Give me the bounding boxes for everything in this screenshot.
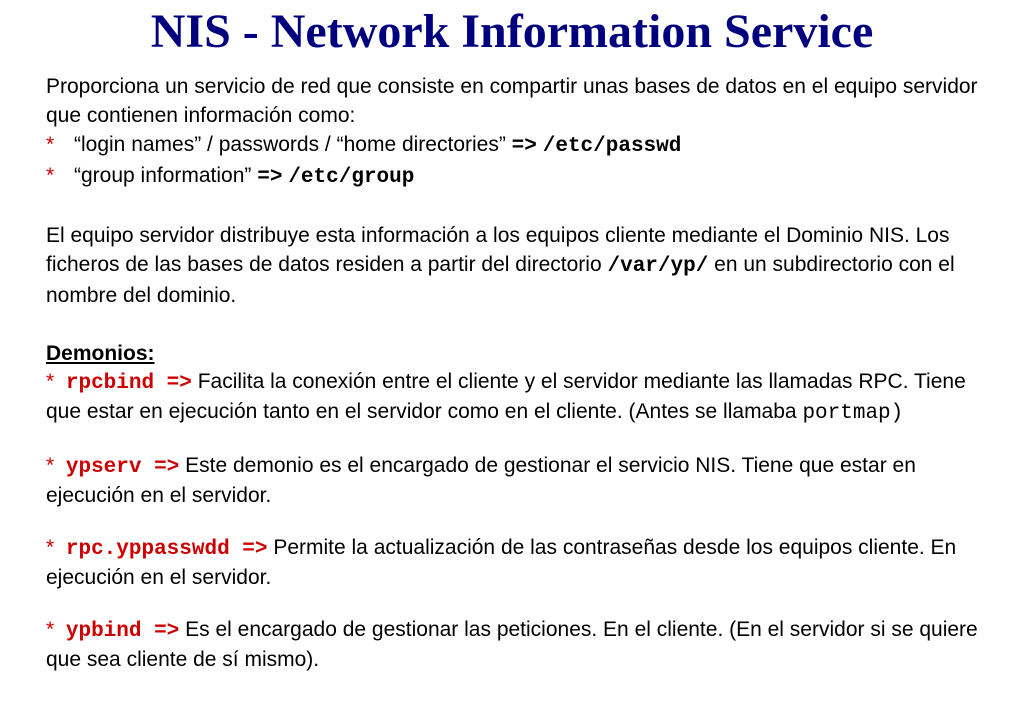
- domain-text-after: en un subdirectorio con el nombre del dominio.: [46, 253, 955, 307]
- daemon-name: rpcbind =>: [65, 372, 192, 395]
- intro-paragraph: Proporciona un servicio de red que consiste en compartir unas bases de datos en el equipo servidor que contienen información como:: [46, 75, 978, 127]
- daemon-description: Permite la actualización de las contraseñas desde los equipos cliente. En ejecución en el servidor.: [46, 536, 957, 589]
- daemon-description: Es el encargado de gestionar las peticiones. En el cliente. (En el servidor si se quiere que sea cliente de sí mismo).: [46, 618, 978, 671]
- daemon-description: Este demonio es el encargado de gestionar el servicio NIS. Tiene que estar en ejecución en el servidor.: [46, 454, 916, 507]
- daemon-description: Facilita la conexión entre el cliente y el servidor mediante las llamadas RPC. Tiene que estar en ejecución tanto en el servidor como en el cliente. (Antes se llamaba: [46, 370, 966, 423]
- bullet-star: *: [46, 164, 55, 187]
- bullet-text: “login names” / passwords / “home directories”: [74, 133, 506, 156]
- daemon-name: ypserv =>: [65, 456, 180, 479]
- daemon-star: *: [46, 454, 55, 477]
- intro-bullet: [46, 130, 1006, 161]
- daemon-star: *: [46, 370, 55, 393]
- page-title: NIS - Network Information Service: [150, 5, 874, 58]
- bullet-arrow: =>: [257, 166, 283, 189]
- slide-content: [46, 72, 1006, 674]
- daemon-item-rpc-yppasswdd: [46, 534, 1006, 592]
- daemon-star: *: [46, 618, 55, 641]
- bullet-code: /etc/passwd: [542, 135, 682, 158]
- daemon-star: *: [46, 536, 55, 559]
- daemon-item-ypserv: [46, 452, 1006, 510]
- domain-paragraph: [46, 221, 1006, 310]
- daemon-name: rpc.yppasswdd =>: [65, 538, 268, 561]
- daemon-name: ypbind =>: [65, 620, 180, 643]
- daemon-item-ypbind: [46, 616, 1006, 674]
- domain-code: /var/yp/: [607, 255, 709, 278]
- intro-bullet: [46, 161, 1006, 192]
- bullet-code: /etc/group: [288, 166, 415, 189]
- daemon-item-rpcbind: [46, 368, 1006, 428]
- domain-text-before: El equipo servidor distribuye esta información a los equipos cliente mediante el Dominio NIS. Los ficheros de las bases de datos residen a partir del directorio: [46, 224, 950, 276]
- daemon-extra-code: portmap): [802, 402, 904, 425]
- bullet-arrow: =>: [511, 135, 537, 158]
- bullet-star: *: [46, 133, 55, 156]
- bullet-text: “group information”: [74, 164, 252, 187]
- daemons-heading: Demonios:: [46, 342, 155, 365]
